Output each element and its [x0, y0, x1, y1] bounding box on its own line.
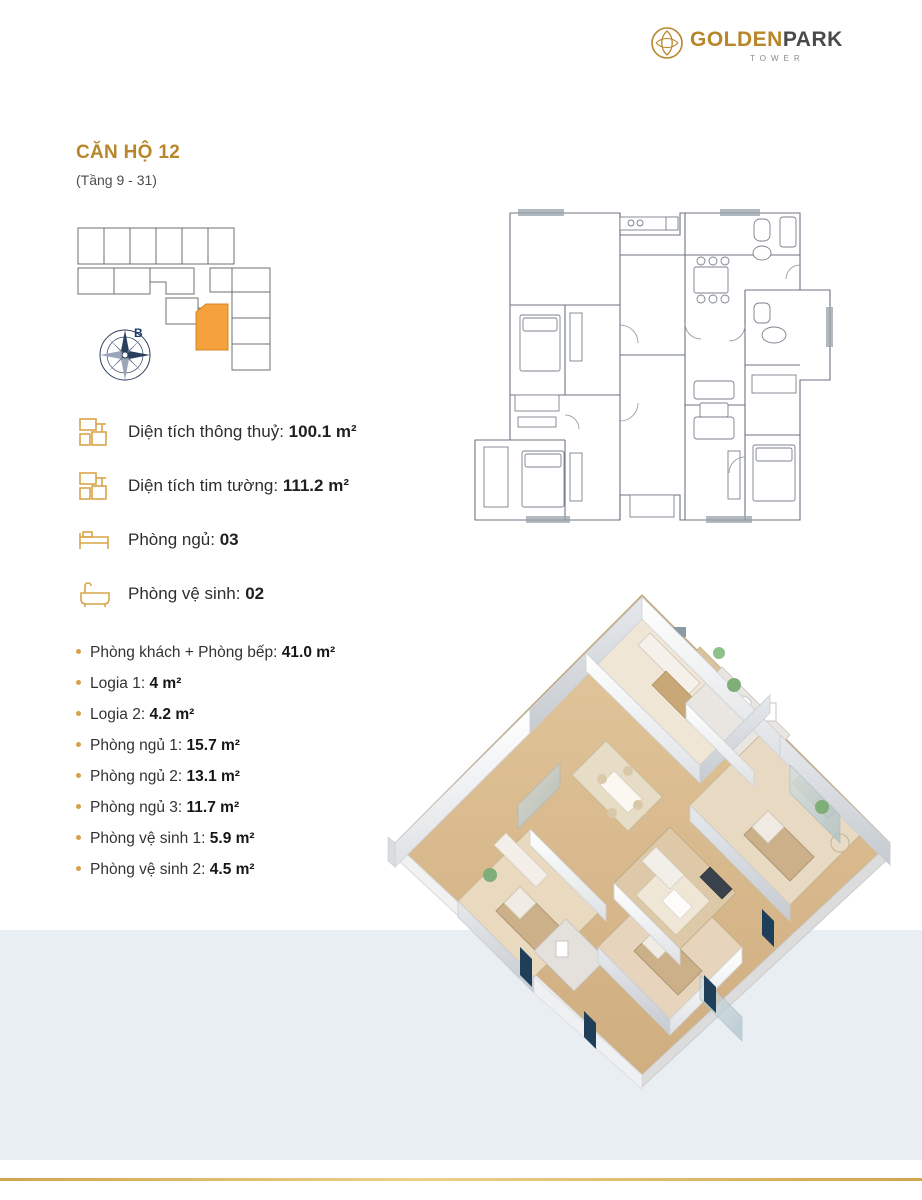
bed-icon: [76, 523, 118, 557]
brand-logo: [650, 22, 843, 80]
bullet-dot-icon: [76, 866, 81, 871]
page-subtitle: (Tầng 9 - 31): [76, 172, 157, 188]
key-plan-diagram: [70, 220, 330, 395]
logo-subtext: TOWER: [750, 54, 805, 63]
logo-word-golden: GOLDEN: [690, 28, 783, 51]
logo-mark-icon: [650, 26, 684, 60]
compass-north-label: B: [134, 326, 143, 340]
gold-divider-line: [0, 1178, 922, 1181]
spec-text-bedrooms: [128, 530, 239, 550]
logo-wordmark: [690, 28, 843, 52]
bottom-divider-strip: [0, 1160, 922, 1200]
area-net-icon: [76, 415, 118, 449]
highlighted-unit: [196, 304, 228, 350]
spec-value-bedrooms: 03: [219, 530, 239, 549]
room-label: Logia 2:: [90, 706, 146, 723]
spec-label-bathrooms: Phòng vệ sinh:: [128, 584, 241, 603]
spec-row-gross-area: [76, 466, 349, 506]
bullet-dot-icon: [76, 773, 81, 778]
spec-label-gross-area: Diện tích tim tường:: [128, 476, 279, 495]
floor-plan-2d: [470, 195, 840, 535]
room-value: 4.5 m²: [209, 861, 255, 878]
bullet-dot-icon: [76, 649, 81, 654]
spec-value-bathrooms: 02: [245, 584, 265, 603]
floor-plan-3d-render: [370, 575, 915, 1095]
room-label: Logia 1:: [90, 675, 146, 692]
bullet-dot-icon: [76, 835, 81, 840]
spec-text-bathrooms: [128, 584, 264, 604]
room-label: Phòng ngủ 2:: [90, 768, 183, 785]
bullet-dot-icon: [76, 680, 81, 685]
room-label: Phòng vệ sinh 2:: [90, 861, 206, 878]
room-label: Phòng khách + Phòng bếp:: [90, 644, 278, 661]
room-value: 4.2 m²: [149, 706, 195, 723]
room-value: 5.9 m²: [209, 830, 255, 847]
room-value: 11.7 m²: [186, 799, 240, 816]
spec-label-bedrooms: Phòng ngủ:: [128, 530, 215, 549]
spec-value-gross-area: 111.2 m²: [282, 476, 349, 495]
spec-row-net-area: [76, 412, 357, 452]
room-label: Phòng vệ sinh 1:: [90, 830, 206, 847]
room-label: Phòng ngủ 1:: [90, 737, 183, 754]
area-gross-icon: [76, 469, 118, 503]
spec-row-bathrooms: [76, 574, 264, 614]
page-title: CĂN HỘ 12: [76, 142, 181, 163]
room-value: 4 m²: [149, 675, 182, 692]
spec-label-net-area: Diện tích thông thuỷ:: [128, 422, 284, 441]
bullet-dot-icon: [76, 804, 81, 809]
room-value: 41.0 m²: [281, 644, 336, 661]
bullet-dot-icon: [76, 711, 81, 716]
spec-row-bedrooms: [76, 520, 239, 560]
spec-text-gross-area: [128, 476, 349, 496]
room-value: 15.7 m²: [186, 737, 240, 754]
spec-value-net-area: 100.1 m²: [288, 422, 357, 441]
spec-text-net-area: [128, 422, 357, 442]
bullet-dot-icon: [76, 742, 81, 747]
room-value: 13.1 m²: [186, 768, 240, 785]
bath-icon: [76, 577, 118, 611]
logo-word-park: PARK: [782, 28, 843, 51]
room-label: Phòng ngủ 3:: [90, 799, 183, 816]
